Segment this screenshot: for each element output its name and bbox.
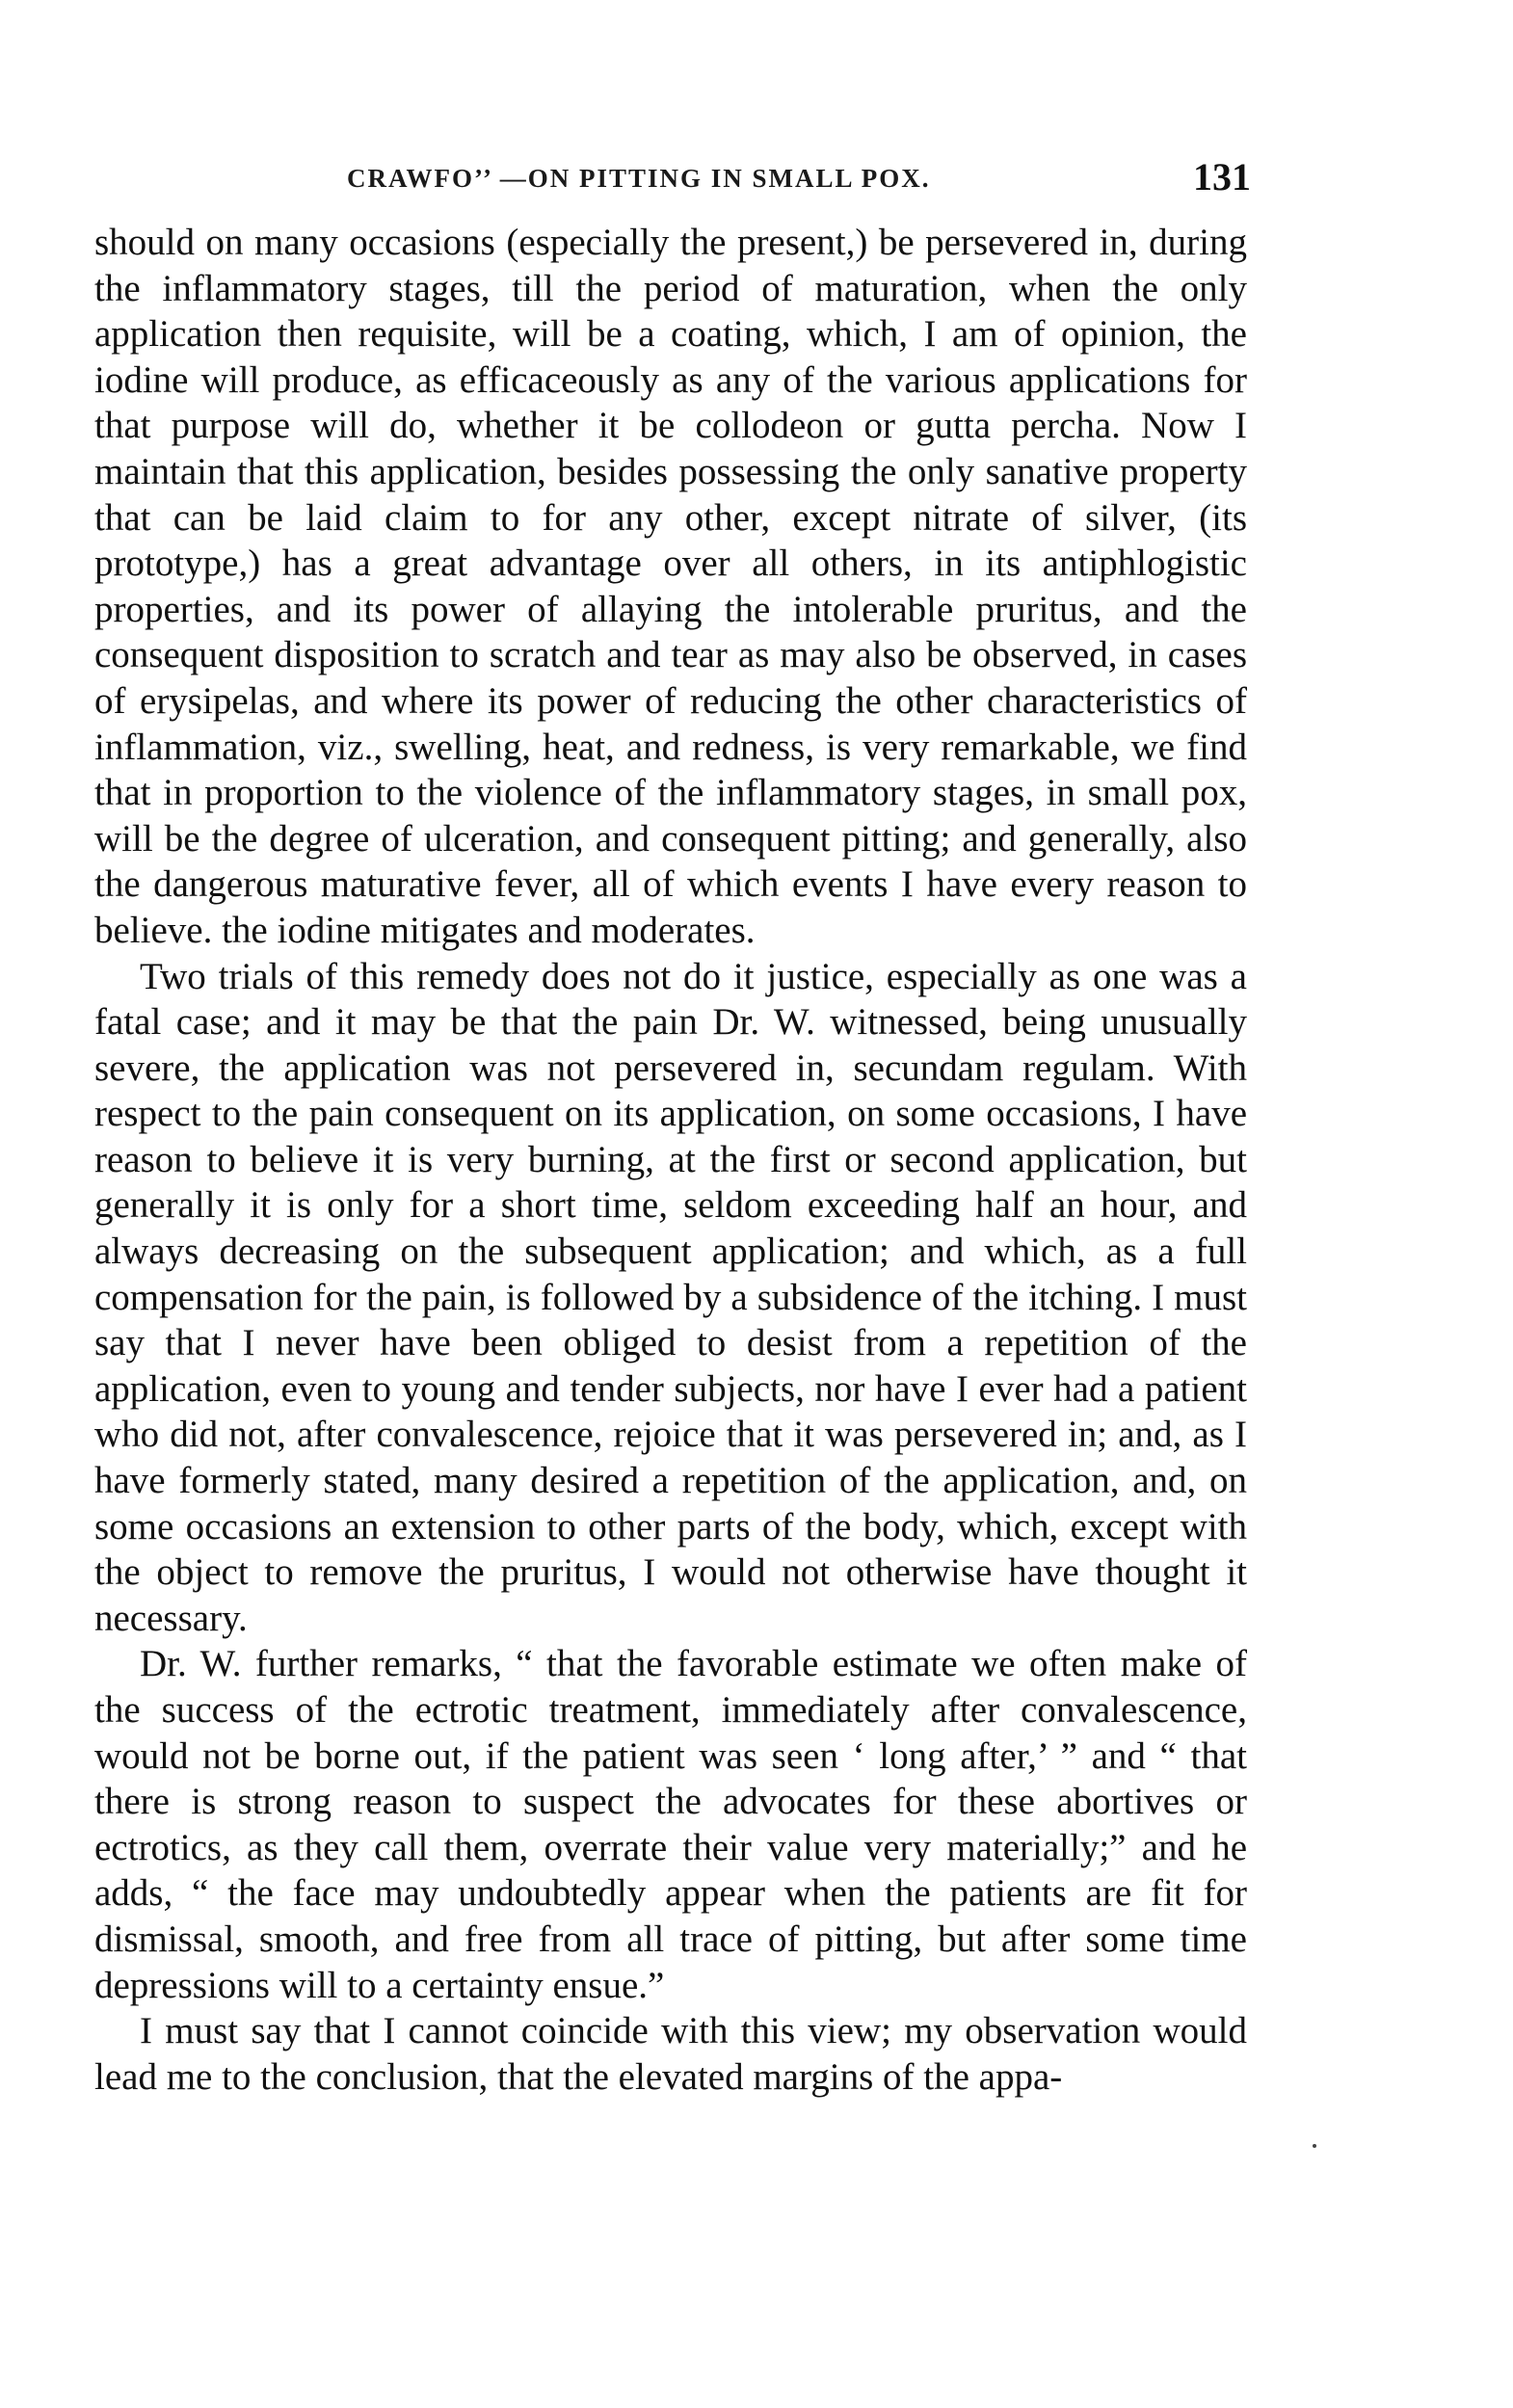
paragraph-4: I must say that I cannot coincide with this view; my observation would lead me to the conclusion, that the elevated margins of the appa- xyxy=(94,2010,1247,2098)
print-speck xyxy=(1313,2144,1316,2148)
running-head: CRAWFO’’ —ON PITTING IN SMALL POX. xyxy=(347,164,931,193)
body-text xyxy=(94,220,1247,2100)
page-number: 131 xyxy=(1193,155,1251,198)
paragraph-3: Dr. W. further remarks, “ that the favorable estimate we often make of the success of the ectrotic treatment, immediately after convalescence, would not be borne out, if the patient was seen ‘ long after,’ ” and “ that there is strong reason to suspect the advocates for these abortives or ectrotics, as they call them, overrate their value very materially;” and he adds, “ the face may undoubtedly appear when the patients are fit for dismissal, smooth, and free from all trace of pitting, but after some time depressions will to a certainty ensue.” xyxy=(94,1643,1247,2006)
paragraph-1: should on many occasions (especially the present,) be persevered in, during the inflammatory stages, till the period of maturation, when the only application then requisite, will be a coating, which, I am of opinion, the iodine will produce, as efficaceously as any of the various applications for that purpose will do, whether it be collodeon or gutta percha. Now I maintain that this application, besides possessing the only sanative property that can be laid claim to for any other, except nitrate of silver, (its prototype,) has a great advantage over all others, in its antiphlogistic properties, and its power of allaying the intolerable pruritus, and the consequent disposition to scratch and tear as may also be observed, in cases of erysipelas, and where its power of reducing the other characteristics of inflammation, viz., swelling, heat, and redness, is very remarkable, we find that in proportion to the violence of the inflammatory stages, in small pox, will be the degree of ulceration, and consequent pitting; and generally, also the dangerous maturative fever, all of which events I have every reason to believe. the iodine mitigates and moderates. xyxy=(94,222,1247,951)
paragraph-2: Two trials of this remedy does not do it justice, especially as one was a fatal case; and it may be that the pain Dr. W. witnessed, being unusually severe, the application was not persevered in, secundam regulam. With respect to the pain consequent on its application, on some occasions, I have reason to believe it is very burning, at the first or second application, but generally it is only for a short time, seldom exceeding half an hour, and always decreasing on the subsequent application; and which, as a full compensation for the pain, is followed by a subsidence of the itching. I must say that I never have been obliged to desist from a repetition of the application, even to young and tender subjects, nor have I ever had a patient who did not, after convalescence, rejoice that it was persevered in; and, as I have formerly stated, many desired a repetition of the application, and, on some occasions an extension to other parts of the body, which, except with the object to remove the pruritus, I would not otherwise have thought it necessary. xyxy=(94,955,1247,1639)
page-header xyxy=(94,154,1251,212)
